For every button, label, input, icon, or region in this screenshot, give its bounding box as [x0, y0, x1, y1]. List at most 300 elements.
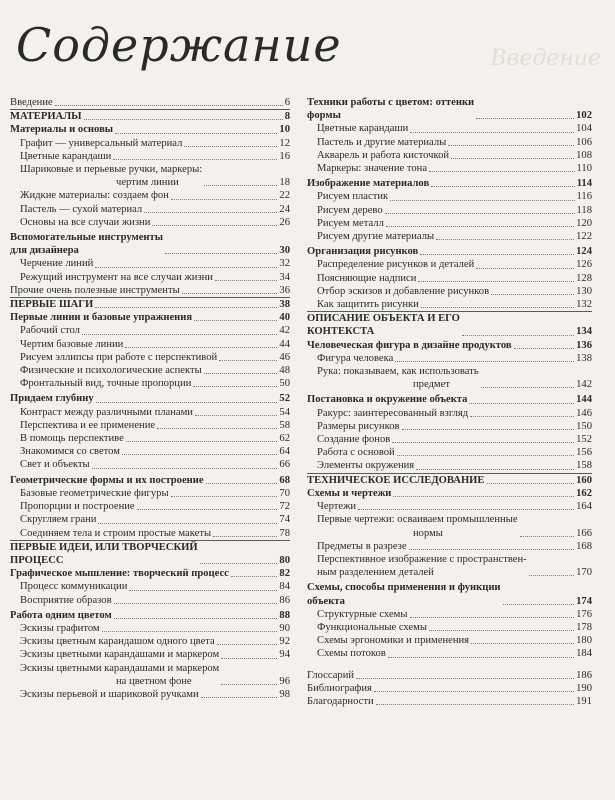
page-number: 42	[279, 325, 290, 337]
toc-item	[10, 351, 290, 364]
toc-entry-title: Отбор эскизов и добавление рисунков	[317, 285, 490, 297]
toc-entry-title: Процесс коммуникации	[20, 581, 128, 593]
page-number: 128	[576, 272, 592, 284]
toc-entry-title-continued: ным разделением деталей	[317, 567, 434, 579]
page-number: 176	[576, 608, 592, 620]
toc-entry	[307, 136, 592, 149]
dot-leader	[410, 617, 575, 618]
toc-entry	[307, 352, 592, 365]
toc-item	[307, 352, 592, 365]
toc-entry	[307, 487, 592, 500]
page-number: 74	[279, 514, 290, 526]
toc-entry	[10, 406, 290, 419]
dot-leader	[393, 496, 574, 497]
toc-entry-title: Рисуем металл	[317, 217, 384, 229]
toc-entry-title: Работа одним цветом	[10, 609, 112, 621]
dot-leader	[152, 225, 277, 226]
dot-leader	[55, 105, 283, 106]
toc-entry	[10, 474, 290, 487]
toc-entry-title: Геометрические формы и их построение	[10, 474, 204, 486]
section-heading	[10, 110, 290, 123]
dot-leader	[98, 523, 277, 524]
toc-entry-title: Предметы в разрезе	[317, 540, 407, 552]
toc-entry-title: Перспектива и ее применение	[20, 419, 156, 431]
toc-entry	[10, 458, 290, 471]
toc-entry	[307, 621, 592, 634]
page-number: 144	[576, 394, 592, 406]
page-number: 84	[279, 581, 290, 593]
page-number: 162	[576, 487, 592, 499]
toc-entry-title: Размеры рисунков	[317, 420, 400, 432]
chapter-heading	[307, 581, 592, 607]
toc-entry-title: Прочие очень полезные инструменты	[10, 284, 180, 296]
page-number: 168	[576, 540, 592, 552]
page-number: 174	[576, 595, 592, 607]
dot-leader	[420, 254, 574, 255]
page-number: 8	[284, 111, 290, 123]
page-number: 70	[279, 487, 290, 499]
toc-entry	[10, 648, 290, 661]
toc-entry-title: Восприятие образов	[20, 594, 112, 606]
page-number: 118	[576, 204, 592, 216]
toc-item	[307, 407, 592, 420]
toc-item	[10, 96, 290, 109]
page-number: 16	[279, 150, 290, 162]
dot-leader	[204, 185, 277, 186]
dot-leader	[221, 684, 277, 685]
toc-entry-title: Ракурс: заинтересованный взгляд	[317, 407, 469, 419]
page-number: 110	[576, 163, 592, 175]
page-number: 106	[576, 136, 592, 148]
faint-background-title: Введение	[490, 46, 601, 71]
toc-entry	[307, 245, 592, 258]
toc-entry-title: Функциональные схемы	[317, 621, 427, 633]
toc-item	[307, 621, 592, 634]
page-number: 166	[576, 527, 592, 539]
toc-entry-title-continued: нормы	[413, 527, 443, 539]
toc-entry-title: Эскизы цветным карандашом одного цвета	[20, 636, 215, 648]
toc-item	[10, 487, 290, 500]
toc-item	[10, 527, 290, 540]
toc-entry	[10, 163, 290, 189]
toc-item	[307, 513, 592, 539]
toc-item	[10, 377, 290, 390]
toc-entry-title: Как защитить рисунки	[317, 299, 419, 311]
toc-entry	[307, 682, 592, 695]
dot-leader	[157, 428, 277, 429]
toc-entry-title: Схемы потоков	[317, 648, 386, 660]
toc-entry-title: Рука: показываем, как использовать	[317, 366, 479, 378]
dot-leader	[421, 307, 574, 308]
dot-leader	[529, 575, 574, 576]
dot-leader	[448, 145, 574, 146]
dot-leader	[206, 483, 278, 484]
toc-entry-title: Придаем глубину	[10, 393, 94, 405]
toc-entry	[10, 540, 290, 567]
dot-leader	[418, 281, 574, 282]
toc-entry-title: ПЕРВЫЕ ИДЕИ, ИЛИ ТВОРЧЕСКИЙ	[10, 541, 198, 553]
toc-entry-title: Пропорции и построение	[20, 501, 135, 513]
toc-entry-title-continued: формы	[307, 110, 341, 122]
toc-item	[307, 647, 592, 660]
toc-entry-title: Акварель и работа кисточкой	[317, 149, 450, 161]
dot-leader	[114, 603, 278, 604]
dot-leader	[129, 590, 277, 591]
dot-leader	[469, 403, 574, 404]
toc-entry-title: Элементы окружения	[317, 460, 415, 472]
page-number: 191	[576, 695, 592, 707]
toc-entry-title: Структурные схемы	[317, 608, 408, 620]
dot-leader	[374, 691, 574, 692]
toc-entry	[10, 377, 290, 390]
chapter-heading	[10, 609, 290, 622]
dot-leader	[390, 200, 574, 201]
toc-entry	[10, 662, 290, 688]
page-number: 12	[279, 137, 290, 149]
toc-item	[307, 695, 592, 708]
toc-entry	[307, 500, 592, 513]
toc-entry-title: Организация рисунков	[307, 246, 419, 258]
dot-leader	[402, 429, 575, 430]
toc-entry-title: Знакомимся со светом	[20, 446, 120, 458]
toc-entry-title: Схемы эргономики и применения	[317, 635, 470, 647]
page-number: 32	[279, 258, 290, 270]
page-number: 86	[279, 594, 290, 606]
toc-entry-title: Глоссарий	[307, 669, 355, 681]
toc-entry	[10, 150, 290, 163]
dot-leader	[126, 441, 278, 442]
toc-item	[307, 136, 592, 149]
page-number: 136	[576, 339, 592, 351]
page-number: 54	[279, 406, 290, 418]
chapter-heading	[307, 96, 592, 122]
chapter-heading	[307, 177, 592, 190]
toc-entry-title: Распределение рисунков и деталей	[317, 259, 475, 271]
toc-item	[307, 669, 592, 682]
toc-item	[10, 432, 290, 445]
page-number: 104	[576, 123, 592, 135]
page-number: 114	[576, 178, 592, 190]
dot-leader	[487, 483, 575, 484]
toc-entry	[10, 189, 290, 202]
toc-entry-title: ПЕРВЫЕ ШАГИ	[10, 299, 94, 311]
toc-item	[10, 271, 290, 284]
section-heading	[10, 298, 290, 311]
page-number: 164	[576, 501, 592, 513]
section-heading	[10, 541, 290, 567]
dot-leader	[409, 549, 575, 550]
dot-leader	[491, 294, 574, 295]
toc-entry	[10, 231, 290, 257]
page-number: 124	[576, 246, 592, 258]
toc-entry-title: ОПИСАНИЕ ОБЪЕКТА И ЕГО	[307, 313, 460, 325]
dot-leader	[462, 335, 574, 336]
toc-item	[10, 500, 290, 513]
dot-leader	[481, 387, 574, 388]
toc-entry	[10, 392, 290, 405]
dot-leader	[113, 159, 277, 160]
toc-entry-title: Фронтальный вид, точные пропорции	[20, 378, 192, 390]
toc-item	[307, 285, 592, 298]
toc-item	[307, 608, 592, 621]
dot-leader	[102, 631, 278, 632]
page-number: 152	[576, 434, 592, 446]
toc-entry	[10, 580, 290, 593]
toc-entry	[307, 177, 592, 190]
toc-entry-title: Графит — универсальный материал	[20, 137, 183, 149]
toc-item	[10, 445, 290, 458]
toc-entry-title: Цветные карандаши	[317, 123, 409, 135]
toc-entry-title: Вспомогательные инструменты	[10, 232, 163, 244]
chapter-heading	[10, 392, 290, 405]
toc-entry-title-continued: предмет	[413, 379, 450, 391]
page-number: 90	[279, 622, 290, 634]
page-number: 62	[279, 433, 290, 445]
toc-entry-title: Цветные карандаши	[20, 150, 112, 162]
page-number: 120	[576, 217, 592, 229]
dot-leader	[115, 133, 277, 134]
page-number: 24	[279, 203, 290, 215]
toc-left-list	[10, 96, 290, 701]
toc-entry-title: Пастель и другие материалы	[317, 136, 447, 148]
page-number: 50	[279, 378, 290, 390]
toc-entry	[307, 96, 592, 122]
chapter-heading	[307, 393, 592, 406]
dot-leader	[213, 536, 277, 537]
toc-entry	[307, 258, 592, 271]
toc-entry	[307, 285, 592, 298]
dot-leader	[451, 158, 574, 159]
chapter-heading	[10, 123, 290, 136]
page-number: 158	[576, 460, 592, 472]
dot-leader	[82, 334, 277, 335]
toc-entry	[307, 204, 592, 217]
toc-entry-title: Скругляем грани	[20, 514, 97, 526]
dot-leader	[204, 373, 278, 374]
page-number: 10	[279, 124, 290, 136]
toc-entry-title: Эскизы перьевой и шариковой ручками	[20, 688, 199, 700]
toc-entry-title-continued: на цветном фоне	[116, 675, 192, 687]
toc-entry-title: Чертежи	[317, 501, 357, 513]
toc-entry	[10, 109, 290, 123]
toc-item	[10, 594, 290, 607]
toc-item	[10, 513, 290, 526]
toc-entry	[10, 324, 290, 337]
toc-item	[307, 298, 592, 311]
toc-entry-title: Рисуем дерево	[317, 204, 383, 216]
toc-entry	[10, 364, 290, 377]
dot-leader	[217, 644, 278, 645]
toc-item	[307, 446, 592, 459]
toc-entry	[307, 446, 592, 459]
toc-entry	[307, 540, 592, 553]
page-title: Содержание	[16, 18, 342, 72]
page-number: 92	[279, 636, 290, 648]
dot-leader	[96, 402, 278, 403]
toc-entry	[307, 230, 592, 243]
toc-item	[10, 419, 290, 432]
toc-item	[10, 622, 290, 635]
toc-entry-title: Чертим базовые линии	[20, 338, 124, 350]
page-number: 94	[279, 649, 290, 661]
toc-entry	[10, 338, 290, 351]
dot-leader	[125, 347, 277, 348]
toc-entry-title: Рисуем эллипсы при работе с перспективой	[20, 351, 218, 363]
toc-item	[307, 540, 592, 553]
toc-entry	[10, 271, 290, 284]
page-number: 46	[279, 351, 290, 363]
toc-entry	[10, 594, 290, 607]
toc-entry	[307, 459, 592, 472]
toc-item	[10, 580, 290, 593]
toc-entry	[10, 419, 290, 432]
toc-entry-title: Черчение линий	[20, 258, 94, 270]
toc-entry	[10, 96, 290, 109]
toc-entry	[307, 162, 592, 175]
dot-leader	[231, 576, 278, 577]
toc-entry	[10, 137, 290, 150]
toc-entry-title: Рисуем пластик	[317, 191, 389, 203]
toc-entry	[10, 635, 290, 648]
toc-entry-title: Благодарности	[307, 695, 374, 707]
dot-leader	[95, 267, 277, 268]
dot-leader	[221, 658, 277, 659]
page-number: 142	[576, 379, 592, 391]
chapter-heading	[307, 339, 592, 352]
page-number: 58	[279, 419, 290, 431]
toc-item	[307, 682, 592, 695]
toc-item	[307, 258, 592, 271]
page-number: 126	[576, 259, 592, 271]
dot-leader	[470, 416, 574, 417]
toc-entry-title: Эскизы цветными карандашами и маркером	[20, 649, 220, 661]
toc-item	[307, 553, 592, 579]
dot-leader	[388, 657, 574, 658]
toc-left-column	[10, 96, 290, 701]
toc-entry	[307, 473, 592, 487]
chapter-heading	[307, 245, 592, 258]
page-number: 30	[279, 245, 290, 257]
toc-item	[10, 189, 290, 202]
toc-entry	[307, 581, 592, 607]
toc-entry	[307, 122, 592, 135]
toc-entry	[307, 433, 592, 446]
toc-item	[307, 149, 592, 162]
dot-leader	[416, 469, 574, 470]
dot-leader	[397, 455, 574, 456]
toc-item	[10, 203, 290, 216]
toc-entry	[307, 339, 592, 352]
page-number: 160	[576, 474, 592, 486]
dot-leader	[520, 536, 575, 537]
toc-item	[10, 635, 290, 648]
toc-entry-title: Основы на все случаи жизни	[20, 216, 151, 228]
dot-leader	[200, 563, 278, 564]
page-number: 18	[279, 177, 290, 189]
page-number: 80	[279, 554, 290, 566]
toc-entry-title-continued: для дизайнера	[10, 245, 79, 257]
toc-item	[10, 324, 290, 337]
page-number: 64	[279, 446, 290, 458]
toc-item	[10, 458, 290, 471]
toc-entry-title: Физические и психологические аспекты	[20, 365, 202, 377]
dot-leader	[195, 415, 277, 416]
dot-leader	[144, 212, 277, 213]
toc-item	[307, 204, 592, 217]
dot-leader	[193, 386, 277, 387]
toc-entry	[307, 190, 592, 203]
toc-item	[10, 406, 290, 419]
toc-entry-title: Режущий инструмент на все случаи жизни	[20, 271, 213, 283]
chapter-heading	[10, 567, 290, 580]
dot-leader	[476, 268, 574, 269]
dot-leader	[122, 454, 277, 455]
toc-item	[307, 230, 592, 243]
toc-item	[10, 648, 290, 661]
page-number: 132	[576, 299, 592, 311]
toc-entry-title: Работа с основой	[317, 447, 395, 459]
chapter-heading	[10, 311, 290, 324]
toc-entry-title: Контраст между различными планами	[20, 406, 193, 418]
dot-leader	[84, 119, 283, 120]
toc-entry-title-continued: ПРОЦЕСС	[10, 554, 64, 566]
toc-entry-title: Жидкие материалы: создаем фон	[20, 190, 169, 202]
toc-entry-title: Графическое мышление: творческий процесс	[10, 568, 229, 580]
toc-entry-title-continued: объекта	[307, 595, 345, 607]
page-number: 170	[576, 567, 592, 579]
dot-leader	[95, 307, 277, 308]
toc-entry-title: Шариковые и перьевые ручки, маркеры:	[20, 164, 203, 176]
toc-item	[307, 190, 592, 203]
toc-item	[10, 216, 290, 229]
page-number: 130	[576, 285, 592, 297]
toc-entry	[10, 284, 290, 297]
page-number: 66	[279, 459, 290, 471]
page-number: 146	[576, 407, 592, 419]
dot-leader	[219, 360, 277, 361]
dot-leader	[386, 226, 574, 227]
toc-entry	[307, 407, 592, 420]
toc-entry-title: Эскизы цветными карандашами и маркером	[20, 662, 220, 674]
dot-leader	[137, 509, 278, 510]
toc-entry-title: Перспективное изображение с пространствен-	[317, 553, 527, 565]
page-number: 150	[576, 420, 592, 432]
dot-leader	[165, 253, 277, 254]
chapter-heading	[307, 487, 592, 500]
toc-entry	[307, 420, 592, 433]
toc-right-column	[307, 96, 592, 708]
toc-entry	[307, 393, 592, 406]
toc-entry	[10, 432, 290, 445]
toc-entry-title: Введение	[10, 97, 53, 108]
toc-item	[10, 364, 290, 377]
section-heading	[307, 312, 592, 338]
toc-entry	[10, 688, 290, 701]
dot-leader	[476, 118, 574, 119]
toc-entry	[307, 149, 592, 162]
toc-entry-title: Пастель — сухой материал	[20, 203, 143, 215]
dot-leader	[410, 132, 574, 133]
toc-entry	[307, 634, 592, 647]
toc-item	[307, 122, 592, 135]
toc-entry	[307, 217, 592, 230]
toc-entry-title-continued: КОНТЕКСТА	[307, 326, 375, 338]
toc-entry	[10, 622, 290, 635]
page-number: 134	[576, 326, 592, 338]
toc-entry	[307, 272, 592, 285]
toc-entry	[10, 487, 290, 500]
toc-item	[307, 500, 592, 513]
